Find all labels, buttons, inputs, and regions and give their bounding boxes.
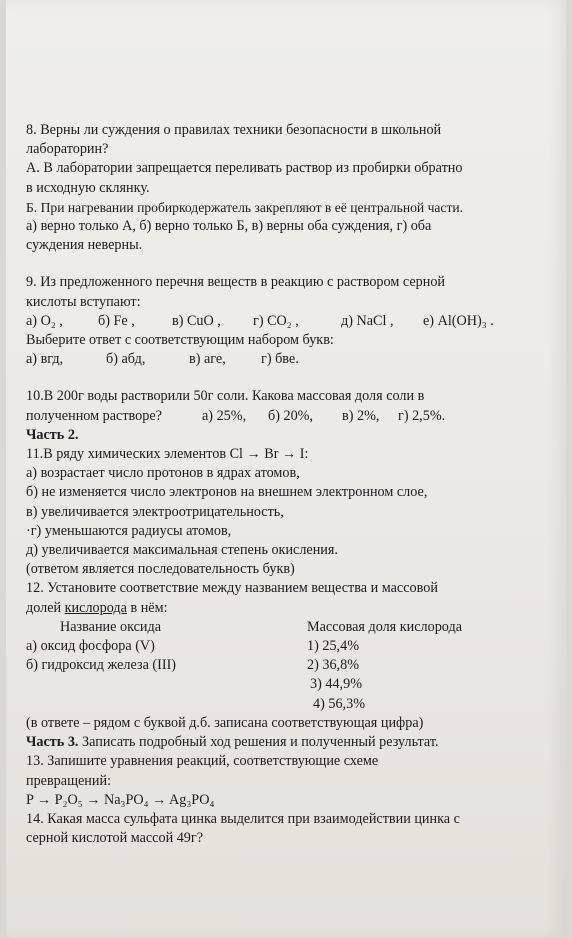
part3-line [26, 733, 556, 752]
spacer [26, 255, 556, 273]
q8-line3: А. В лаборатории запрещается переливать раствор из пробирки обратно [26, 160, 463, 177]
q10-answer: в) 2%, [342, 407, 380, 424]
q9-line2: кислоты вступают: [26, 293, 141, 310]
q11-option-a: а) возрастает число протонов в ядрах атомов, [26, 465, 300, 482]
q12-left-column [26, 618, 269, 714]
q13-line1: 13. Запишите уравнения реакций, соответствующие схеме [26, 753, 379, 770]
q13-scheme: P → P₂O₅ → Na₃PO₄ → Ag₃PO₄ [26, 791, 215, 808]
q12-right-header: Массовая доля кислорода [307, 618, 463, 635]
part3-heading: Часть 3. [26, 734, 79, 751]
q12-match-table [26, 618, 556, 714]
q8-line2: лабораторин? [26, 141, 109, 158]
q9-substance: г) CO₂ , [253, 312, 299, 329]
q9-answer: б) абд, [106, 351, 146, 368]
q9-answer: а) вгд, [26, 351, 64, 368]
q8-line5: Б. При нагревании пробиркодержатель закрепляют в её центральной части. [26, 199, 464, 215]
q12-left-item: а) оксид фосфора (V) [26, 638, 155, 655]
q14-line2: серной кислотой массой 49г? [26, 830, 204, 847]
q10-line1: 10.В 200г воды растворили 50г соли. Какова массовая доля соли в [26, 388, 425, 405]
q13-line2: превращений: [26, 772, 112, 789]
q9-substance: в) CuO , [172, 312, 221, 329]
q8-line7: суждения неверны. [26, 237, 143, 254]
q11-line1: 11.В ряду химических элементов Cl → Br → I: [26, 446, 309, 463]
worksheet-content [26, 121, 556, 848]
part3-instruction: Записать подробный ход решения и полученный результат. [78, 734, 439, 751]
q11-option-b: б) не изменяется число электронов на внешнем электронном слое, [26, 484, 428, 501]
q12-left-header: Название оксида [60, 618, 162, 635]
q12-underlined-word: кислорода [64, 599, 127, 616]
q11-option-d: ·г) уменьшаются радиусы атомов, [26, 522, 232, 539]
spacer [26, 369, 556, 387]
q10-answer: а) 25%, [202, 407, 247, 424]
q9-substance: е) Al(OH)₃ . [423, 312, 494, 329]
q9-substances [26, 312, 556, 331]
q12-right-item: 3) 44,9% [310, 676, 363, 693]
q8-line6: а) верно только А, б) верно только Б, в) верны оба суждения, г) оба [26, 218, 432, 235]
q8-line4: в исходную склянку. [26, 179, 150, 196]
paper-sheet [6, 0, 566, 938]
q11-option-e: д) увеличивается максимальная степень окисления. [26, 542, 338, 559]
q9-substance: а) O₂ , [26, 312, 63, 329]
q10-line2 [26, 407, 556, 426]
q11-option-c: в) увеличивается электроотрицательность, [26, 503, 284, 520]
q9-answer: в) аге, [189, 351, 226, 368]
part2-heading: Часть 2. [26, 426, 79, 443]
q9-substance: б) Fe , [98, 312, 135, 329]
q9-answer: г) бве. [261, 351, 299, 368]
q12-line1: 12. Установите соответствие между названием вещества и массовой [26, 580, 438, 597]
q11-note: (ответом является последовательность букв) [26, 561, 295, 578]
q8-line1: 8. Верны ли суждения о правилах техники безопасности в школьной [26, 122, 442, 138]
q12-line2 [26, 599, 556, 618]
q12-note: (в ответе – рядом с буквой д.б. записана соответствующая цифра) [26, 714, 424, 731]
q12-right-item: 1) 25,4% [307, 638, 360, 655]
q10-question-end: полученном растворе? [26, 407, 162, 424]
q14-line1: 14. Какая масса сульфата цинка выделится при взаимодействии цинка с [26, 810, 460, 827]
q12-right-item: 2) 36,8% [307, 657, 360, 674]
q9-line4: Выберите ответ с соответствующим набором букв: [26, 332, 334, 349]
q12-left-item: б) гидроксид железа (III) [26, 657, 177, 674]
q9-answers [26, 350, 556, 369]
q12-line2-post: в нём: [126, 599, 168, 616]
q12-right-item: 4) 56,3% [313, 695, 366, 712]
q9-substance: д) NaCl , [341, 312, 394, 329]
q10-answer: б) 20%, [268, 407, 314, 424]
q12-line2-pre: долей [26, 599, 65, 616]
q10-answer: г) 2,5%. [398, 407, 446, 424]
q9-line1: 9. Из предложенного перечня веществ в реакцию с раствором серной [26, 274, 446, 291]
q12-right-column [269, 618, 529, 714]
